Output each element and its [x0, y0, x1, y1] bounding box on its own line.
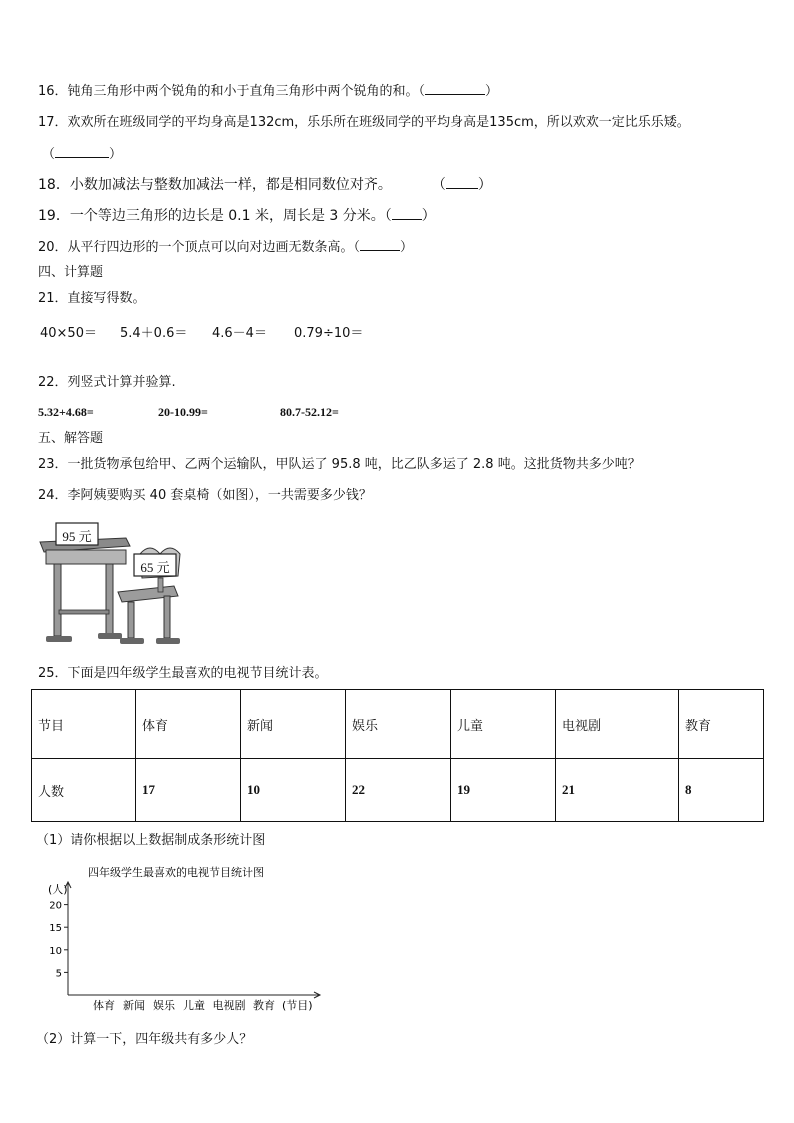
- question-22: 22．列竖式计算并验算.: [38, 375, 176, 390]
- y-tick-label: 10: [49, 945, 62, 957]
- question-25-part-1: （1）请你根据以上数据制成条形统计图: [36, 833, 266, 848]
- table-cell: 新闻: [241, 690, 346, 759]
- math-item: 0.79÷10＝: [294, 326, 364, 341]
- chair-price-label: 65 元: [140, 560, 170, 575]
- math-item: 40×50＝: [40, 326, 97, 341]
- calc-item: 5.32+4.68=: [38, 405, 94, 419]
- table-cell: 8: [679, 759, 764, 822]
- question-18: 18．小数加减法与整数加减法一样，都是相同数位对齐。 （ ）: [38, 177, 492, 193]
- x-tick-label: 娱乐: [153, 999, 175, 1012]
- question-19: 19．一个等边三角形的边长是 0.1 米，周长是 3 分米。（ ）: [38, 208, 436, 224]
- question-18-text: 18．小数加减法与整数加减法一样，都是相同数位对齐。: [38, 177, 392, 193]
- table-cell: 人数: [32, 759, 136, 822]
- question-25: 25．下面是四年级学生最喜欢的电视节目统计表。: [38, 666, 328, 681]
- table-cell: 娱乐: [346, 690, 451, 759]
- question-17: [38, 114, 690, 132]
- x-axis-label: (节目): [282, 999, 313, 1012]
- table-cell: 22: [346, 759, 451, 822]
- table-cell: 10: [241, 759, 346, 822]
- x-tick-label: 儿童: [183, 999, 205, 1012]
- desk-chair-illustration: [38, 520, 186, 652]
- table-header-row: [32, 690, 764, 759]
- question-20-text: 20．从平行四边形的一个顶点可以向对边画无数条高。（: [38, 240, 361, 255]
- table-cell: 电视剧: [556, 690, 679, 759]
- question-24: 24．李阿姨要购买 40 套桌椅（如图），一共需要多少钱？: [38, 488, 372, 503]
- answer-blank[interactable]: [360, 238, 400, 251]
- table-cell: 21: [556, 759, 679, 822]
- desk-price-label: 95 元: [62, 529, 92, 544]
- section-heading-5: 五、解答题: [38, 431, 104, 446]
- bar-chart: [38, 862, 338, 1018]
- math-item: 5.4＋0.6＝: [120, 326, 188, 341]
- table-cell: 教育: [679, 690, 764, 759]
- answer-blank[interactable]: [55, 145, 109, 158]
- question-25-part-2: （2）计算一下，四年级共有多少人？: [36, 1032, 253, 1047]
- question-16: 16．钝角三角形中两个锐角的和小于直角三角形中两个锐角的和。（ ）: [38, 84, 499, 99]
- y-tick-label: 15: [49, 923, 62, 935]
- x-tick-label: 电视剧: [212, 999, 246, 1012]
- table-cell: 体育: [136, 690, 241, 759]
- question-16-text: 16．钝角三角形中两个锐角的和小于直角三角形中两个锐角的和。（: [38, 84, 426, 99]
- table-cell: 17: [136, 759, 241, 822]
- x-tick-label: 新闻: [123, 999, 145, 1012]
- answer-blank[interactable]: [446, 176, 478, 189]
- bar-chart-svg: [38, 862, 338, 1018]
- question-19-text: 19．一个等边三角形的边长是 0.1 米，周长是 3 分米。（: [38, 208, 392, 224]
- question-17-answer: （ ）: [42, 147, 123, 162]
- question-21: 21．直接写得数。: [38, 291, 146, 306]
- chart-title: 四年级学生最喜欢的电视节目统计图: [88, 866, 264, 879]
- answer-blank[interactable]: [392, 207, 422, 220]
- table-cell: 19: [451, 759, 556, 822]
- section-heading-4: 四、计算题: [38, 265, 104, 280]
- y-tick-label: 5: [55, 968, 62, 980]
- calc-item: 80.7-52.12=: [280, 405, 339, 419]
- table-cell: 节目: [32, 690, 136, 759]
- x-tick-label: 教育: [253, 999, 275, 1012]
- x-tick-label: 体育: [93, 999, 115, 1012]
- table-row: [32, 759, 764, 822]
- tv-program-table: [31, 689, 764, 822]
- question-23: 23．一批货物承包给甲、乙两个运输队，甲队运了 95.8 吨，比乙队多运了 2.8 吨。这批货物共多少吨？: [38, 457, 641, 472]
- question-20: 20．从平行四边形的一个顶点可以向对边画无数条高。（ ）: [38, 240, 414, 255]
- y-axis-label: (人): [48, 883, 68, 896]
- question-17-text: 17．欢欢所在班级同学的平均身高是132cm，乐乐所在班级同学的平均身高是135cm，所以欢欢一定比乐乐矮。: [38, 115, 690, 130]
- table-cell: 儿童: [451, 690, 556, 759]
- calc-item: 20-10.99=: [158, 405, 208, 419]
- math-item: 4.6－4＝: [212, 326, 267, 341]
- answer-blank[interactable]: [425, 82, 485, 95]
- y-tick-label: 20: [49, 900, 62, 912]
